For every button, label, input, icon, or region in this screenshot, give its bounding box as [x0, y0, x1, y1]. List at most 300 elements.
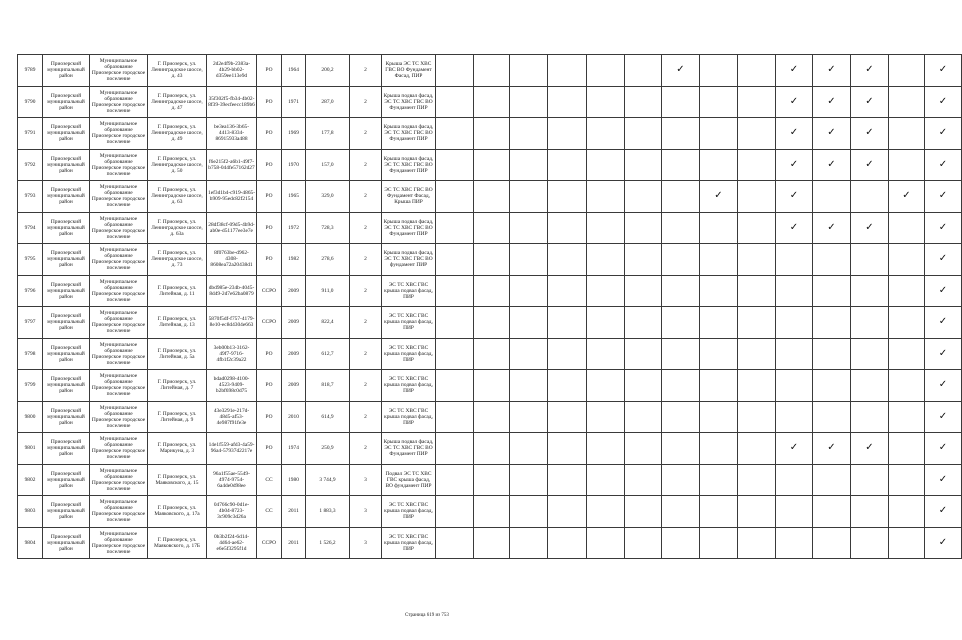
municipality-cell: Муниципальное образование Приозерское городское поселение	[90, 118, 148, 150]
works-cell: Крыша ЭС ТС ХВС ГВС ВО Фундамент Фасад, ПИР	[382, 55, 436, 87]
empty-check-cell	[851, 464, 889, 496]
year-cell: 1969	[282, 118, 306, 150]
empty-check-cell	[548, 464, 587, 496]
check-mark-icon: ✓	[925, 433, 962, 465]
empty-check-cell	[889, 118, 925, 150]
quantity-cell: 2	[350, 401, 382, 433]
works-cell: ЭС ТС ХВС ГВС крыша подвал фасад, ПИР	[382, 307, 436, 339]
empty-check-cell	[813, 275, 851, 307]
check-mark-icon: ✓	[925, 212, 962, 244]
empty-check-cell	[474, 212, 510, 244]
quantity-cell: 2	[350, 338, 382, 370]
empty-check-cell	[548, 149, 587, 181]
address-cell: Г. Приозерск, ул. Ленинградское шоссе, д. 47	[148, 86, 207, 118]
area-cell: 287,0	[306, 86, 350, 118]
row-number: 9802	[18, 464, 43, 496]
empty-check-cell	[738, 55, 776, 87]
check-mark-icon: ✓	[813, 212, 851, 244]
area-cell: 250,9	[306, 433, 350, 465]
check-mark-icon: ✓	[889, 181, 925, 213]
check-mark-icon: ✓	[925, 149, 962, 181]
check-mark-icon: ✓	[776, 118, 813, 150]
row-number: 9796	[18, 275, 43, 307]
type-cell: РО	[257, 149, 282, 181]
area-cell: 614,9	[306, 401, 350, 433]
empty-check-cell	[625, 370, 662, 402]
works-cell: ЭС ТС ХВС ГВС крыша подвал фасад, ПИР	[382, 338, 436, 370]
registry-table	[17, 54, 962, 559]
works-cell: ЭС ТС ХВС ГВС крыша подвал фасад, ПИР	[382, 496, 436, 528]
empty-check-cell	[510, 212, 548, 244]
empty-check-cell	[776, 496, 813, 528]
year-cell: 1970	[282, 149, 306, 181]
empty-check-cell	[889, 275, 925, 307]
municipality-cell: Муниципальное образование Приозерское городское поселение	[90, 370, 148, 402]
empty-check-cell	[436, 244, 474, 276]
check-mark-icon: ✓	[925, 401, 962, 433]
table-row	[18, 307, 962, 339]
type-cell: СС	[257, 464, 282, 496]
guid-cell: 35f302f5-fb34-4b02-8f39-39ecfeecc189b6	[207, 86, 257, 118]
empty-check-cell	[436, 181, 474, 213]
municipality-cell: Муниципальное образование Приозерское городское поселение	[90, 55, 148, 87]
empty-check-cell	[510, 338, 548, 370]
year-cell: 2009	[282, 307, 306, 339]
guid-cell: bdad0298-4100-4523-9409-b2bf698c0d75	[207, 370, 257, 402]
type-cell: ССРО	[257, 307, 282, 339]
quantity-cell: 2	[350, 86, 382, 118]
empty-check-cell	[889, 496, 925, 528]
district-cell: Приозерский муниципальный район	[43, 149, 90, 181]
area-cell: 1 526,2	[306, 527, 350, 559]
empty-check-cell	[889, 401, 925, 433]
table-row	[18, 527, 962, 559]
guid-cell: 3eb00b13-3162-49f7-9716-4fb1f2c39a22	[207, 338, 257, 370]
guid-cell: 0b3b2f24-6d14-4d64-ae62-e6e5f3295f1d	[207, 527, 257, 559]
address-cell: Г. Приозерск, ул. Ленинградское шоссе, д. 63	[148, 181, 207, 213]
empty-check-cell	[889, 55, 925, 87]
empty-check-cell	[889, 433, 925, 465]
check-mark-icon: ✓	[925, 527, 962, 559]
empty-check-cell	[474, 527, 510, 559]
empty-check-cell	[548, 338, 587, 370]
quantity-cell: 2	[350, 181, 382, 213]
municipality-cell: Муниципальное образование Приозерское городское поселение	[90, 86, 148, 118]
check-mark-icon: ✓	[813, 118, 851, 150]
empty-check-cell	[587, 496, 625, 528]
empty-check-cell	[474, 86, 510, 118]
empty-check-cell	[625, 464, 662, 496]
empty-check-cell	[436, 433, 474, 465]
table-row	[18, 275, 962, 307]
municipality-cell: Муниципальное образование Приозерское городское поселение	[90, 181, 148, 213]
empty-check-cell	[738, 338, 776, 370]
check-mark-icon: ✓	[925, 118, 962, 150]
empty-check-cell	[662, 244, 700, 276]
empty-check-cell	[700, 370, 738, 402]
type-cell: РО	[257, 244, 282, 276]
check-mark-icon: ✓	[925, 464, 962, 496]
empty-check-cell	[889, 212, 925, 244]
quantity-cell: 2	[350, 212, 382, 244]
guid-cell: 5870f5df-f757-4179-8e10-ec8d4304e663	[207, 307, 257, 339]
works-cell: Крыша подвал фасад, ЭС ТС ХВС ГВС ВО Фундамент ПИР	[382, 149, 436, 181]
year-cell: 1972	[282, 212, 306, 244]
empty-check-cell	[662, 527, 700, 559]
guid-cell: f6e215f2-a6b1-49f7-b758-044fe57162d27	[207, 149, 257, 181]
check-mark-icon: ✓	[851, 149, 889, 181]
row-number: 9797	[18, 307, 43, 339]
guid-cell: 43e3291e-217d-48d5-af53-4e987f91fe3e	[207, 401, 257, 433]
area-cell: 278,6	[306, 244, 350, 276]
district-cell: Приозерский муниципальный район	[43, 212, 90, 244]
empty-check-cell	[700, 149, 738, 181]
check-mark-icon: ✓	[813, 433, 851, 465]
quantity-cell: 2	[350, 433, 382, 465]
empty-check-cell	[889, 464, 925, 496]
municipality-cell: Муниципальное образование Приозерское городское поселение	[90, 212, 148, 244]
municipality-cell: Муниципальное образование Приозерское городское поселение	[90, 401, 148, 433]
empty-check-cell	[625, 433, 662, 465]
address-cell: Г. Приозерск, ул. Ленинградское шоссе, д. 50	[148, 149, 207, 181]
empty-check-cell	[510, 149, 548, 181]
area-cell: 911,0	[306, 275, 350, 307]
works-cell: Крыша подвал фасад, ЭС ТС ХВС ГВС ВО Фундамент ПИР	[382, 118, 436, 150]
empty-check-cell	[510, 118, 548, 150]
check-mark-icon: ✓	[925, 55, 962, 87]
year-cell: 1965	[282, 181, 306, 213]
type-cell: РО	[257, 55, 282, 87]
empty-check-cell	[700, 118, 738, 150]
empty-check-cell	[700, 527, 738, 559]
guid-cell: be3ea136-3b65-4413-8334-86915933a488	[207, 118, 257, 150]
guid-cell: 04766c90-0d1e-4b04-8723-3c909c3d26a	[207, 496, 257, 528]
municipality-cell: Муниципальное образование Приозерское городское поселение	[90, 527, 148, 559]
empty-check-cell	[662, 401, 700, 433]
empty-check-cell	[587, 527, 625, 559]
empty-check-cell	[510, 86, 548, 118]
empty-check-cell	[700, 244, 738, 276]
district-cell: Приозерский муниципальный район	[43, 55, 90, 87]
empty-check-cell	[474, 55, 510, 87]
table-row	[18, 212, 962, 244]
district-cell: Приозерский муниципальный район	[43, 370, 90, 402]
empty-check-cell	[625, 527, 662, 559]
registry-table-container	[17, 54, 962, 559]
empty-check-cell	[436, 370, 474, 402]
empty-check-cell	[625, 212, 662, 244]
empty-check-cell	[474, 338, 510, 370]
empty-check-cell	[662, 212, 700, 244]
district-cell: Приозерский муниципальный район	[43, 181, 90, 213]
address-cell: Г. Приозерск, ул. Марикуна, д. 3	[148, 433, 207, 465]
area-cell: 612,7	[306, 338, 350, 370]
empty-check-cell	[851, 496, 889, 528]
empty-check-cell	[587, 401, 625, 433]
row-number: 9789	[18, 55, 43, 87]
empty-check-cell	[587, 149, 625, 181]
empty-check-cell	[510, 401, 548, 433]
empty-check-cell	[662, 496, 700, 528]
empty-check-cell	[548, 401, 587, 433]
area-cell: 1 883,3	[306, 496, 350, 528]
empty-check-cell	[662, 86, 700, 118]
empty-check-cell	[700, 86, 738, 118]
works-cell: Подвал ЭС ТС ХВС ГВС крыша фасад, ВО фундамент ПИР	[382, 464, 436, 496]
type-cell: РО	[257, 433, 282, 465]
quantity-cell: 3	[350, 496, 382, 528]
page-number: Страница 619 из 753	[405, 613, 449, 618]
empty-check-cell	[474, 275, 510, 307]
empty-check-cell	[851, 338, 889, 370]
empty-check-cell	[700, 55, 738, 87]
guid-cell: 8f0763be-d962-4308-8608ea72a20438d1	[207, 244, 257, 276]
empty-check-cell	[625, 401, 662, 433]
empty-check-cell	[436, 401, 474, 433]
empty-check-cell	[510, 496, 548, 528]
empty-check-cell	[474, 118, 510, 150]
works-cell: ЭС ТС ХВС ГВС ВО Фундамент Фасад, Крыша ПИР	[382, 181, 436, 213]
table-body	[18, 55, 962, 559]
empty-check-cell	[776, 275, 813, 307]
district-cell: Приозерский муниципальный район	[43, 275, 90, 307]
empty-check-cell	[625, 55, 662, 87]
works-cell: ЭС ТС ХВС ГВС крыша подвал фасад, ПИР	[382, 401, 436, 433]
area-cell: 200,2	[306, 55, 350, 87]
address-cell: Г. Приозерск, ул. Маяковского, д. 15	[148, 464, 207, 496]
empty-check-cell	[436, 118, 474, 150]
type-cell: РО	[257, 181, 282, 213]
empty-check-cell	[738, 307, 776, 339]
address-cell: Г. Приозерск, ул. Ленинградское шоссе, д. 43	[148, 55, 207, 87]
check-mark-icon: ✓	[925, 86, 962, 118]
table-row	[18, 401, 962, 433]
empty-check-cell	[587, 464, 625, 496]
empty-check-cell	[548, 433, 587, 465]
empty-check-cell	[625, 275, 662, 307]
empty-check-cell	[851, 275, 889, 307]
table-row	[18, 496, 962, 528]
works-cell: Крыша подвал фасад, ЭС ТС ХВС ГВС ВО Фундамент ПИР	[382, 86, 436, 118]
empty-check-cell	[738, 244, 776, 276]
table-row	[18, 118, 962, 150]
empty-check-cell	[776, 244, 813, 276]
empty-check-cell	[436, 55, 474, 87]
empty-check-cell	[474, 464, 510, 496]
empty-check-cell	[662, 118, 700, 150]
district-cell: Приозерский муниципальный район	[43, 496, 90, 528]
works-cell: ЭС ТС ХВС ГВС крыша подвал фасад, ПИР	[382, 275, 436, 307]
district-cell: Приозерский муниципальный район	[43, 401, 90, 433]
empty-check-cell	[738, 433, 776, 465]
empty-check-cell	[474, 149, 510, 181]
empty-check-cell	[587, 244, 625, 276]
quantity-cell: 2	[350, 307, 382, 339]
address-cell: Г. Приозерск, ул. Маяковского, д. 17а	[148, 496, 207, 528]
empty-check-cell	[738, 275, 776, 307]
works-cell: Крыша подвал фасад, ЭС ТС ХВС ГВС ВО Фундамент ПИР	[382, 433, 436, 465]
row-number: 9800	[18, 401, 43, 433]
works-cell: Крыша подвал фасад, ЭС ТС ХВС ГВС ВО фундамент ПИР	[382, 244, 436, 276]
empty-check-cell	[738, 464, 776, 496]
empty-check-cell	[662, 149, 700, 181]
empty-check-cell	[510, 55, 548, 87]
empty-check-cell	[813, 401, 851, 433]
check-mark-icon: ✓	[851, 212, 889, 244]
empty-check-cell	[510, 370, 548, 402]
empty-check-cell	[889, 244, 925, 276]
check-mark-icon: ✓	[776, 433, 813, 465]
check-mark-icon: ✓	[776, 212, 813, 244]
table-row	[18, 55, 962, 87]
empty-check-cell	[851, 527, 889, 559]
check-mark-icon: ✓	[851, 433, 889, 465]
empty-check-cell	[700, 338, 738, 370]
type-cell: РО	[257, 212, 282, 244]
empty-check-cell	[625, 86, 662, 118]
empty-check-cell	[700, 212, 738, 244]
check-mark-icon: ✓	[925, 181, 962, 213]
empty-check-cell	[436, 149, 474, 181]
address-cell: Г. Приозерск, ул. Литейная, д. 5а	[148, 338, 207, 370]
quantity-cell: 2	[350, 275, 382, 307]
empty-check-cell	[700, 307, 738, 339]
check-mark-icon: ✓	[925, 244, 962, 276]
district-cell: Приозерский муниципальный район	[43, 118, 90, 150]
empty-check-cell	[700, 464, 738, 496]
empty-check-cell	[436, 307, 474, 339]
quantity-cell: 2	[350, 55, 382, 87]
empty-check-cell	[662, 464, 700, 496]
empty-check-cell	[474, 401, 510, 433]
empty-check-cell	[436, 275, 474, 307]
empty-check-cell	[474, 370, 510, 402]
address-cell: Г. Приозерск, ул. Ленинградское шоссе, д. 63а	[148, 212, 207, 244]
table-row	[18, 86, 962, 118]
type-cell: РО	[257, 118, 282, 150]
empty-check-cell	[889, 307, 925, 339]
check-mark-icon: ✓	[776, 181, 813, 213]
empty-check-cell	[474, 307, 510, 339]
year-cell: 1980	[282, 464, 306, 496]
guid-cell: dbd985e-234b-4045-8d49-2d7e62ba0879	[207, 275, 257, 307]
empty-check-cell	[776, 307, 813, 339]
empty-check-cell	[436, 212, 474, 244]
check-mark-icon: ✓	[851, 118, 889, 150]
empty-check-cell	[474, 496, 510, 528]
year-cell: 1974	[282, 433, 306, 465]
area-cell: 157,0	[306, 149, 350, 181]
municipality-cell: Муниципальное образование Приозерское городское поселение	[90, 149, 148, 181]
quantity-cell: 3	[350, 527, 382, 559]
district-cell: Приозерский муниципальный район	[43, 338, 90, 370]
address-cell: Г. Приозерск, ул. Маяковского, д. 17Б	[148, 527, 207, 559]
area-cell: 728,3	[306, 212, 350, 244]
empty-check-cell	[548, 86, 587, 118]
check-mark-icon: ✓	[776, 55, 813, 87]
empty-check-cell	[474, 433, 510, 465]
works-cell: Крыша подвал фасад, ЭС ТС ХВС ГВС ВО Фундамент ПИР	[382, 212, 436, 244]
area-cell: 822,4	[306, 307, 350, 339]
empty-check-cell	[738, 86, 776, 118]
quantity-cell: 2	[350, 149, 382, 181]
type-cell: ССРО	[257, 527, 282, 559]
row-number: 9792	[18, 149, 43, 181]
check-mark-icon: ✓	[776, 149, 813, 181]
address-cell: Г. Приозерск, ул. Литейная, д. 11	[148, 275, 207, 307]
area-cell: 329,0	[306, 181, 350, 213]
table-row	[18, 149, 962, 181]
empty-check-cell	[738, 118, 776, 150]
row-number: 9804	[18, 527, 43, 559]
district-cell: Приозерский муниципальный район	[43, 307, 90, 339]
empty-check-cell	[813, 464, 851, 496]
area-cell: 818,7	[306, 370, 350, 402]
empty-check-cell	[625, 338, 662, 370]
empty-check-cell	[510, 433, 548, 465]
area-cell: 177,8	[306, 118, 350, 150]
empty-check-cell	[436, 338, 474, 370]
empty-check-cell	[587, 181, 625, 213]
municipality-cell: Муниципальное образование Приозерское городское поселение	[90, 464, 148, 496]
guid-cell: 28df38cf-09d5-4b9d-ab0e-d51177ee3e7e	[207, 212, 257, 244]
empty-check-cell	[700, 496, 738, 528]
municipality-cell: Муниципальное образование Приозерское городское поселение	[90, 338, 148, 370]
check-mark-icon: ✓	[925, 275, 962, 307]
empty-check-cell	[700, 401, 738, 433]
empty-check-cell	[738, 496, 776, 528]
table-row	[18, 244, 962, 276]
address-cell: Г. Приозерск, ул. Литейная, д. 9	[148, 401, 207, 433]
empty-check-cell	[436, 86, 474, 118]
empty-check-cell	[813, 527, 851, 559]
empty-check-cell	[889, 86, 925, 118]
empty-check-cell	[851, 244, 889, 276]
type-cell: РО	[257, 338, 282, 370]
empty-check-cell	[510, 527, 548, 559]
empty-check-cell	[889, 370, 925, 402]
empty-check-cell	[548, 496, 587, 528]
empty-check-cell	[738, 401, 776, 433]
empty-check-cell	[889, 338, 925, 370]
check-mark-icon: ✓	[776, 86, 813, 118]
row-number: 9795	[18, 244, 43, 276]
row-number: 9791	[18, 118, 43, 150]
empty-check-cell	[587, 275, 625, 307]
empty-check-cell	[625, 149, 662, 181]
empty-check-cell	[776, 464, 813, 496]
municipality-cell: Муниципальное образование Приозерское городское поселение	[90, 307, 148, 339]
empty-check-cell	[474, 244, 510, 276]
type-cell: РО	[257, 86, 282, 118]
quantity-cell: 2	[350, 118, 382, 150]
check-mark-icon: ✓	[662, 55, 700, 87]
empty-check-cell	[851, 181, 889, 213]
district-cell: Приозерский муниципальный район	[43, 86, 90, 118]
empty-check-cell	[625, 118, 662, 150]
empty-check-cell	[625, 496, 662, 528]
empty-check-cell	[548, 370, 587, 402]
empty-check-cell	[587, 370, 625, 402]
works-cell: ЭС ТС ХВС ГВС крыша подвал фасад, ПИР	[382, 370, 436, 402]
district-cell: Приозерский муниципальный район	[43, 527, 90, 559]
empty-check-cell	[738, 527, 776, 559]
empty-check-cell	[510, 244, 548, 276]
row-number: 9798	[18, 338, 43, 370]
type-cell: РО	[257, 370, 282, 402]
table-row	[18, 433, 962, 465]
table-row	[18, 464, 962, 496]
